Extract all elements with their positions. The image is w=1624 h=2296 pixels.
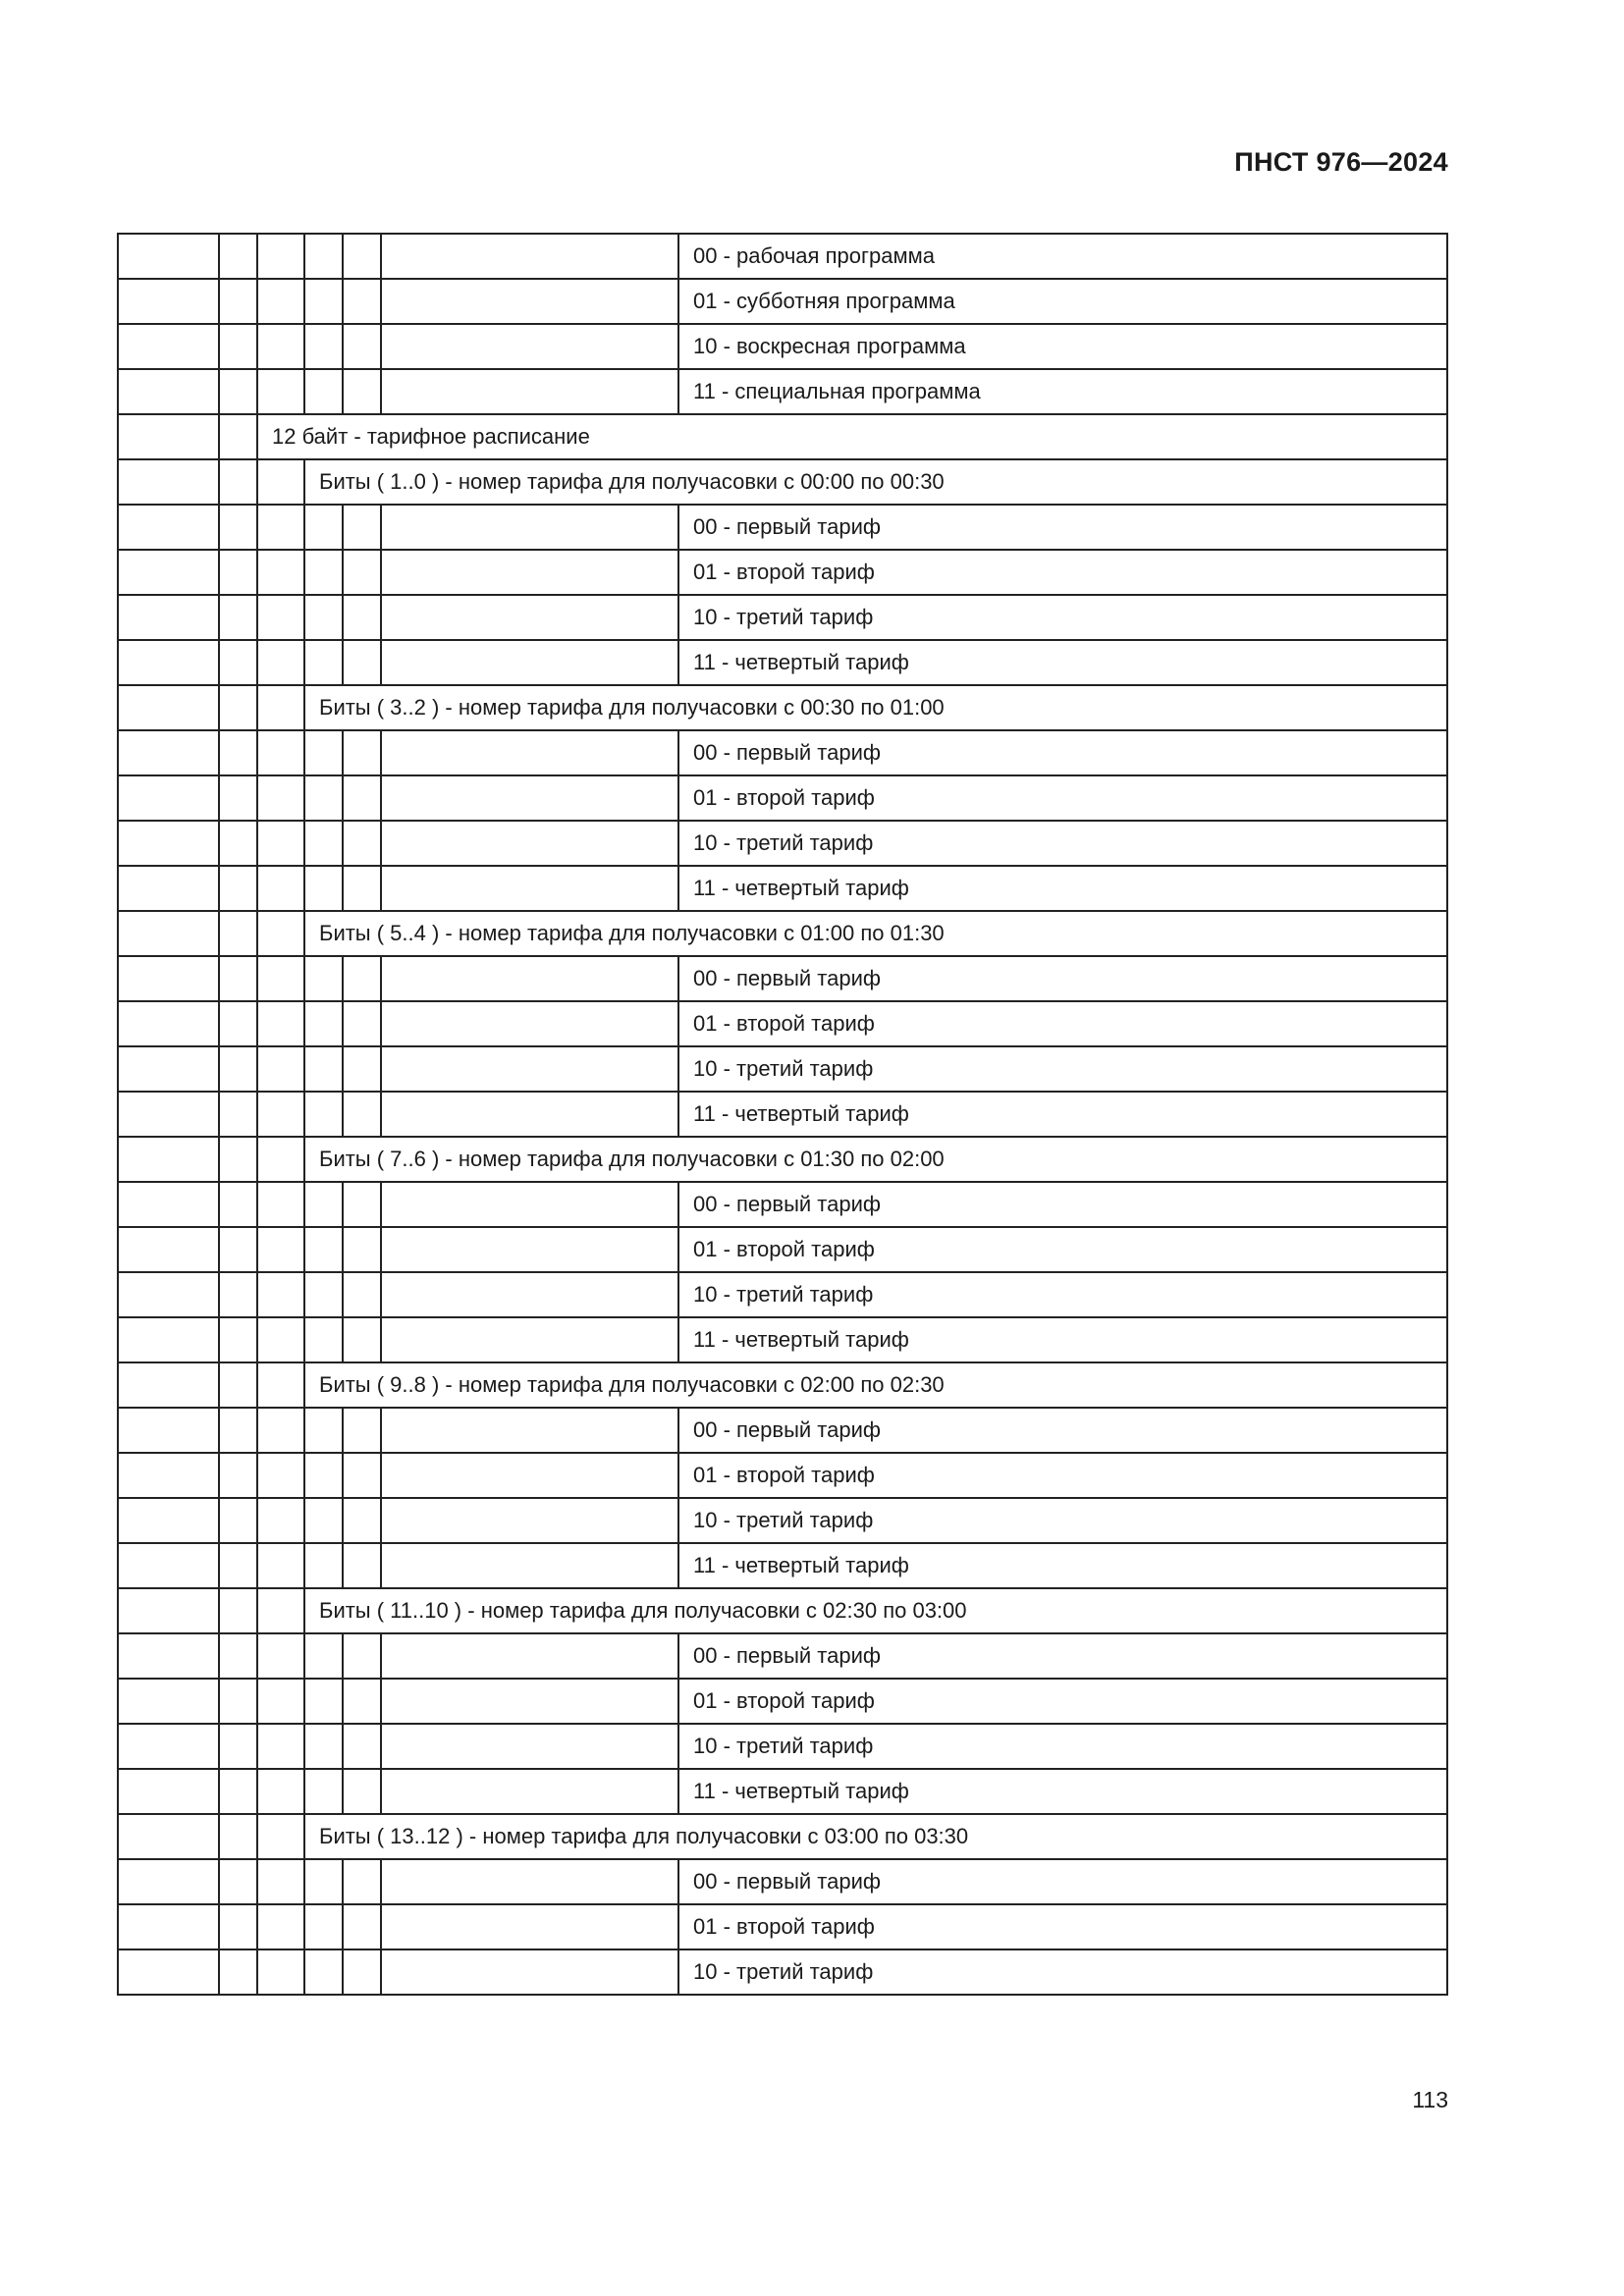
- empty-cell: [257, 1182, 304, 1227]
- empty-cell: [343, 1498, 381, 1543]
- empty-cell: [381, 775, 678, 821]
- empty-cell: [118, 1633, 219, 1679]
- value-cell: 00 - первый тариф: [678, 1859, 1447, 1904]
- empty-cell: [304, 1633, 343, 1679]
- empty-cell: [257, 956, 304, 1001]
- empty-cell: [257, 550, 304, 595]
- empty-cell: [118, 956, 219, 1001]
- empty-cell: [257, 1498, 304, 1543]
- empty-cell: [118, 1453, 219, 1498]
- table-row: [118, 595, 1447, 640]
- empty-cell: [257, 1092, 304, 1137]
- empty-cell: [118, 459, 219, 505]
- value-cell: 11 - четвертый тариф: [678, 1769, 1447, 1814]
- empty-cell: [257, 640, 304, 685]
- bits-header-cell: Биты ( 13..12 ) - номер тарифа для получасовки с 03:00 по 03:30: [304, 1814, 1447, 1859]
- empty-cell: [257, 369, 304, 414]
- table-row: [118, 1317, 1447, 1362]
- empty-cell: [118, 234, 219, 279]
- empty-cell: [304, 369, 343, 414]
- empty-cell: [343, 550, 381, 595]
- empty-cell: [219, 595, 257, 640]
- value-cell: 00 - первый тариф: [678, 505, 1447, 550]
- empty-cell: [343, 234, 381, 279]
- table-row: [118, 1272, 1447, 1317]
- empty-cell: [257, 1362, 304, 1408]
- empty-cell: [118, 866, 219, 911]
- empty-cell: [381, 1769, 678, 1814]
- empty-cell: [381, 956, 678, 1001]
- empty-cell: [304, 1046, 343, 1092]
- spec-table: [117, 233, 1448, 1996]
- table-row: [118, 775, 1447, 821]
- empty-cell: [118, 1724, 219, 1769]
- empty-cell: [257, 821, 304, 866]
- empty-cell: [381, 821, 678, 866]
- empty-cell: [257, 1137, 304, 1182]
- empty-cell: [257, 775, 304, 821]
- empty-cell: [219, 1724, 257, 1769]
- table-row: [118, 1543, 1447, 1588]
- empty-cell: [381, 1679, 678, 1724]
- empty-cell: [381, 1046, 678, 1092]
- empty-cell: [343, 1859, 381, 1904]
- empty-cell: [219, 956, 257, 1001]
- empty-cell: [118, 505, 219, 550]
- empty-cell: [257, 685, 304, 730]
- empty-cell: [304, 1543, 343, 1588]
- bits-header-cell: Биты ( 5..4 ) - номер тарифа для получасовки с 01:00 по 01:30: [304, 911, 1447, 956]
- empty-cell: [304, 1724, 343, 1769]
- empty-cell: [304, 1453, 343, 1498]
- empty-cell: [343, 1633, 381, 1679]
- empty-cell: [304, 1001, 343, 1046]
- empty-cell: [304, 1317, 343, 1362]
- document-standard-number: ПНСТ 976—2024: [1234, 147, 1448, 177]
- table-row: [118, 1769, 1447, 1814]
- empty-cell: [219, 1859, 257, 1904]
- empty-cell: [257, 595, 304, 640]
- empty-cell: [304, 1949, 343, 1995]
- empty-cell: [343, 1046, 381, 1092]
- empty-cell: [304, 1679, 343, 1724]
- empty-cell: [118, 1543, 219, 1588]
- empty-cell: [118, 685, 219, 730]
- empty-cell: [257, 1588, 304, 1633]
- empty-cell: [257, 1543, 304, 1588]
- value-cell: 10 - третий тариф: [678, 595, 1447, 640]
- table-row: [118, 1859, 1447, 1904]
- empty-cell: [118, 1001, 219, 1046]
- empty-cell: [343, 1408, 381, 1453]
- table-row: [118, 1814, 1447, 1859]
- empty-cell: [381, 1227, 678, 1272]
- empty-cell: [219, 1769, 257, 1814]
- table-row: [118, 1904, 1447, 1949]
- empty-cell: [381, 550, 678, 595]
- empty-cell: [304, 1769, 343, 1814]
- empty-cell: [219, 1046, 257, 1092]
- value-cell: 10 - воскресная программа: [678, 324, 1447, 369]
- empty-cell: [219, 1408, 257, 1453]
- empty-cell: [343, 1272, 381, 1317]
- empty-cell: [118, 1227, 219, 1272]
- empty-cell: [343, 640, 381, 685]
- value-cell: 11 - четвертый тариф: [678, 1543, 1447, 1588]
- empty-cell: [304, 595, 343, 640]
- table-row: [118, 1001, 1447, 1046]
- empty-cell: [118, 1362, 219, 1408]
- empty-cell: [219, 1498, 257, 1543]
- value-cell: 00 - первый тариф: [678, 730, 1447, 775]
- empty-cell: [219, 1543, 257, 1588]
- empty-cell: [219, 1949, 257, 1995]
- empty-cell: [304, 1182, 343, 1227]
- empty-cell: [219, 685, 257, 730]
- empty-cell: [219, 1814, 257, 1859]
- empty-cell: [381, 1001, 678, 1046]
- empty-cell: [304, 730, 343, 775]
- value-cell: 11 - четвертый тариф: [678, 640, 1447, 685]
- value-cell: 01 - субботняя программа: [678, 279, 1447, 324]
- empty-cell: [118, 775, 219, 821]
- empty-cell: [381, 1182, 678, 1227]
- table-row: [118, 234, 1447, 279]
- empty-cell: [219, 821, 257, 866]
- table-row: [118, 956, 1447, 1001]
- empty-cell: [381, 234, 678, 279]
- empty-cell: [381, 369, 678, 414]
- empty-cell: [257, 234, 304, 279]
- table-row: [118, 1362, 1447, 1408]
- table-row: [118, 1137, 1447, 1182]
- empty-cell: [304, 821, 343, 866]
- empty-cell: [381, 866, 678, 911]
- bits-header-cell: Биты ( 7..6 ) - номер тарифа для получасовки с 01:30 по 02:00: [304, 1137, 1447, 1182]
- empty-cell: [257, 1724, 304, 1769]
- empty-cell: [118, 1272, 219, 1317]
- empty-cell: [219, 1272, 257, 1317]
- empty-cell: [118, 1814, 219, 1859]
- empty-cell: [304, 1408, 343, 1453]
- value-cell: 10 - третий тариф: [678, 821, 1447, 866]
- empty-cell: [257, 1227, 304, 1272]
- table-row: [118, 866, 1447, 911]
- empty-cell: [257, 911, 304, 956]
- empty-cell: [219, 1679, 257, 1724]
- empty-cell: [219, 730, 257, 775]
- empty-cell: [343, 1769, 381, 1814]
- value-cell: 10 - третий тариф: [678, 1498, 1447, 1543]
- empty-cell: [118, 1679, 219, 1724]
- empty-cell: [257, 1814, 304, 1859]
- empty-cell: [257, 1001, 304, 1046]
- value-cell: 01 - второй тариф: [678, 1001, 1447, 1046]
- empty-cell: [118, 414, 219, 459]
- empty-cell: [118, 279, 219, 324]
- empty-cell: [257, 1679, 304, 1724]
- empty-cell: [381, 505, 678, 550]
- table-row: [118, 1498, 1447, 1543]
- bits-header-cell: Биты ( 1..0 ) - номер тарифа для получасовки с 00:00 по 00:30: [304, 459, 1447, 505]
- empty-cell: [118, 821, 219, 866]
- table-row: [118, 1679, 1447, 1724]
- empty-cell: [381, 640, 678, 685]
- empty-cell: [304, 550, 343, 595]
- bits-header-cell: Биты ( 9..8 ) - номер тарифа для получасовки с 02:00 по 02:30: [304, 1362, 1447, 1408]
- empty-cell: [118, 911, 219, 956]
- empty-cell: [219, 775, 257, 821]
- empty-cell: [257, 1453, 304, 1498]
- empty-cell: [219, 1453, 257, 1498]
- value-cell: 10 - третий тариф: [678, 1724, 1447, 1769]
- empty-cell: [219, 1588, 257, 1633]
- empty-cell: [343, 505, 381, 550]
- empty-cell: [118, 1769, 219, 1814]
- empty-cell: [257, 1408, 304, 1453]
- empty-cell: [118, 1092, 219, 1137]
- table-row: [118, 1949, 1447, 1995]
- empty-cell: [343, 1182, 381, 1227]
- empty-cell: [381, 1272, 678, 1317]
- byte-header-cell: 12 байт - тарифное расписание: [257, 414, 1447, 459]
- table-row: [118, 550, 1447, 595]
- empty-cell: [343, 1092, 381, 1137]
- empty-cell: [118, 1408, 219, 1453]
- empty-cell: [304, 324, 343, 369]
- empty-cell: [219, 911, 257, 956]
- value-cell: 01 - второй тариф: [678, 550, 1447, 595]
- empty-cell: [118, 595, 219, 640]
- empty-cell: [118, 1949, 219, 1995]
- empty-cell: [343, 1317, 381, 1362]
- empty-cell: [257, 866, 304, 911]
- empty-cell: [381, 1904, 678, 1949]
- empty-cell: [118, 1498, 219, 1543]
- empty-cell: [219, 1001, 257, 1046]
- empty-cell: [381, 1453, 678, 1498]
- empty-cell: [343, 279, 381, 324]
- value-cell: 00 - первый тариф: [678, 1633, 1447, 1679]
- empty-cell: [304, 1859, 343, 1904]
- value-cell: 00 - первый тариф: [678, 1408, 1447, 1453]
- empty-cell: [343, 595, 381, 640]
- table-row: [118, 459, 1447, 505]
- empty-cell: [219, 1182, 257, 1227]
- empty-cell: [381, 1498, 678, 1543]
- empty-cell: [257, 279, 304, 324]
- empty-cell: [219, 1227, 257, 1272]
- empty-cell: [118, 369, 219, 414]
- empty-cell: [304, 234, 343, 279]
- empty-cell: [219, 279, 257, 324]
- value-cell: 00 - первый тариф: [678, 956, 1447, 1001]
- value-cell: 10 - третий тариф: [678, 1949, 1447, 1995]
- empty-cell: [118, 1588, 219, 1633]
- empty-cell: [343, 324, 381, 369]
- value-cell: 11 - четвертый тариф: [678, 1317, 1447, 1362]
- empty-cell: [118, 324, 219, 369]
- empty-cell: [219, 1362, 257, 1408]
- empty-cell: [118, 550, 219, 595]
- table-row: [118, 685, 1447, 730]
- empty-cell: [219, 1092, 257, 1137]
- table-row: [118, 279, 1447, 324]
- empty-cell: [257, 730, 304, 775]
- table-row: [118, 1182, 1447, 1227]
- table-row: [118, 1092, 1447, 1137]
- value-cell: 10 - третий тариф: [678, 1046, 1447, 1092]
- empty-cell: [219, 1317, 257, 1362]
- value-cell: 11 - четвертый тариф: [678, 866, 1447, 911]
- empty-cell: [219, 1904, 257, 1949]
- empty-cell: [343, 1453, 381, 1498]
- table-row: [118, 414, 1447, 459]
- table-row: [118, 324, 1447, 369]
- empty-cell: [343, 775, 381, 821]
- table-row: [118, 1453, 1447, 1498]
- table-row: [118, 730, 1447, 775]
- empty-cell: [343, 1543, 381, 1588]
- empty-cell: [118, 1859, 219, 1904]
- empty-cell: [381, 1724, 678, 1769]
- value-cell: 01 - второй тариф: [678, 1904, 1447, 1949]
- empty-cell: [304, 1092, 343, 1137]
- value-cell: 01 - второй тариф: [678, 1227, 1447, 1272]
- table-row: [118, 911, 1447, 956]
- value-cell: 11 - специальная программа: [678, 369, 1447, 414]
- value-cell: 01 - второй тариф: [678, 1679, 1447, 1724]
- empty-cell: [304, 279, 343, 324]
- empty-cell: [257, 1904, 304, 1949]
- empty-cell: [381, 1633, 678, 1679]
- value-cell: 10 - третий тариф: [678, 1272, 1447, 1317]
- empty-cell: [257, 1633, 304, 1679]
- empty-cell: [118, 1046, 219, 1092]
- table-row: [118, 640, 1447, 685]
- empty-cell: [304, 1498, 343, 1543]
- value-cell: 00 - первый тариф: [678, 1182, 1447, 1227]
- empty-cell: [219, 324, 257, 369]
- empty-cell: [343, 866, 381, 911]
- empty-cell: [257, 1317, 304, 1362]
- empty-cell: [343, 1904, 381, 1949]
- table-row: [118, 1408, 1447, 1453]
- empty-cell: [257, 1769, 304, 1814]
- empty-cell: [343, 1001, 381, 1046]
- table-row: [118, 821, 1447, 866]
- empty-cell: [257, 1046, 304, 1092]
- empty-cell: [381, 1543, 678, 1588]
- empty-cell: [118, 1317, 219, 1362]
- table-row: [118, 1227, 1447, 1272]
- bits-header-cell: Биты ( 3..2 ) - номер тарифа для получасовки с 00:30 по 01:00: [304, 685, 1447, 730]
- empty-cell: [304, 640, 343, 685]
- empty-cell: [219, 459, 257, 505]
- empty-cell: [118, 1904, 219, 1949]
- value-cell: 00 - рабочая программа: [678, 234, 1447, 279]
- empty-cell: [118, 730, 219, 775]
- empty-cell: [381, 324, 678, 369]
- empty-cell: [381, 595, 678, 640]
- empty-cell: [343, 821, 381, 866]
- empty-cell: [219, 640, 257, 685]
- page-number: 113: [1412, 2087, 1448, 2112]
- empty-cell: [343, 956, 381, 1001]
- empty-cell: [381, 1859, 678, 1904]
- empty-cell: [257, 459, 304, 505]
- empty-cell: [118, 1137, 219, 1182]
- empty-cell: [381, 1092, 678, 1137]
- empty-cell: [381, 1408, 678, 1453]
- empty-cell: [381, 279, 678, 324]
- empty-cell: [304, 1227, 343, 1272]
- empty-cell: [257, 1949, 304, 1995]
- value-cell: 01 - второй тариф: [678, 1453, 1447, 1498]
- empty-cell: [381, 1317, 678, 1362]
- empty-cell: [304, 1272, 343, 1317]
- empty-cell: [219, 505, 257, 550]
- empty-cell: [304, 866, 343, 911]
- table-row: [118, 505, 1447, 550]
- empty-cell: [219, 369, 257, 414]
- empty-cell: [257, 505, 304, 550]
- spec-table-body: [118, 234, 1447, 1995]
- table-row: [118, 1633, 1447, 1679]
- empty-cell: [343, 730, 381, 775]
- table-row: [118, 369, 1447, 414]
- empty-cell: [304, 956, 343, 1001]
- table-row: [118, 1724, 1447, 1769]
- table-row: [118, 1046, 1447, 1092]
- table-row: [118, 1588, 1447, 1633]
- empty-cell: [257, 1272, 304, 1317]
- empty-cell: [381, 1949, 678, 1995]
- empty-cell: [219, 1137, 257, 1182]
- empty-cell: [343, 369, 381, 414]
- empty-cell: [118, 640, 219, 685]
- empty-cell: [343, 1227, 381, 1272]
- empty-cell: [304, 1904, 343, 1949]
- empty-cell: [304, 775, 343, 821]
- value-cell: 11 - четвертый тариф: [678, 1092, 1447, 1137]
- empty-cell: [343, 1724, 381, 1769]
- empty-cell: [219, 866, 257, 911]
- empty-cell: [257, 1859, 304, 1904]
- empty-cell: [257, 324, 304, 369]
- empty-cell: [219, 1633, 257, 1679]
- empty-cell: [343, 1949, 381, 1995]
- empty-cell: [381, 730, 678, 775]
- empty-cell: [219, 550, 257, 595]
- empty-cell: [304, 505, 343, 550]
- empty-cell: [219, 414, 257, 459]
- empty-cell: [219, 234, 257, 279]
- bits-header-cell: Биты ( 11..10 ) - номер тарифа для получасовки с 02:30 по 03:00: [304, 1588, 1447, 1633]
- value-cell: 01 - второй тариф: [678, 775, 1447, 821]
- empty-cell: [118, 1182, 219, 1227]
- empty-cell: [343, 1679, 381, 1724]
